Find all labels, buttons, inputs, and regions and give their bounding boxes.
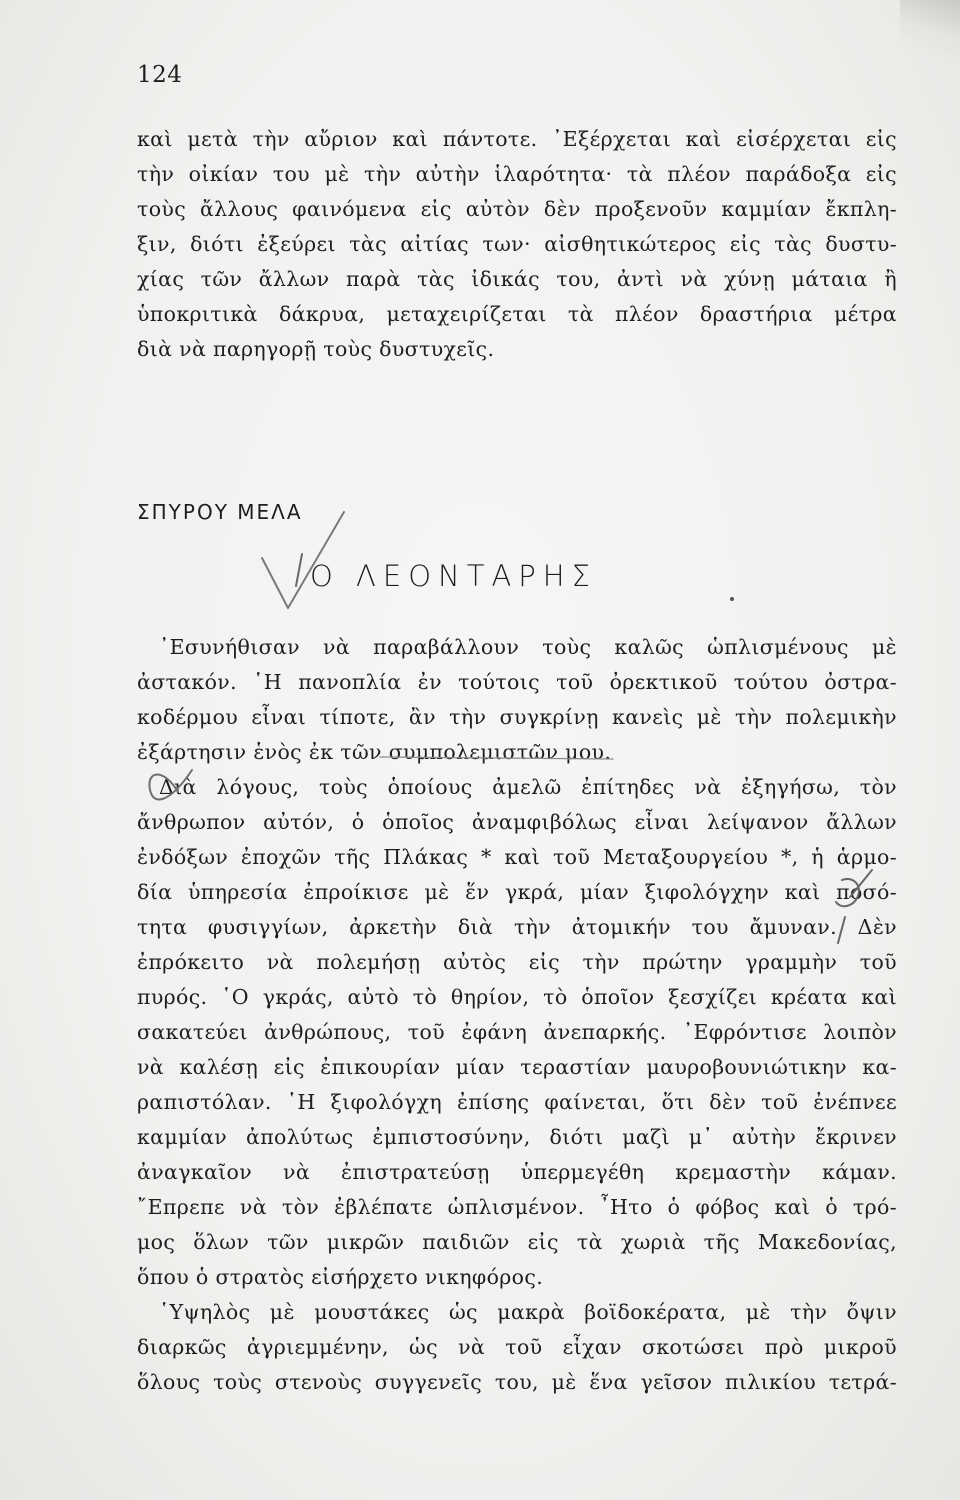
- text-line: ἐνδόξων ἐποχῶν τῆς Πλάκας * καὶ τοῦ Μεταξουργείου *, ἡ ἁρμο-: [137, 845, 897, 869]
- text-line: ᾿Εσυνήθισαν νὰ παραβάλλουν τοὺς καλῶς ὡπλισμένους μὲ: [159, 635, 897, 659]
- text-line: νὰ καλέσῃ εἰς ἐπικουρίαν μίαν τεραστίαν μαυροβουνιώτικην κα-: [137, 1055, 897, 1079]
- text-line: ξιν, διότι ἐξεύρει τὰς αἰτίας των· αἰσθητικώτερος εἰς τὰς δυστυ-: [137, 232, 897, 256]
- text-line: ἄνθρωπον αὐτόν, ὁ ὁποῖος ἀναμφιβόλως εἶναι λείψανον ἄλλων: [137, 810, 897, 834]
- story-title: Ο ΛΕΟΝΤΑΡΗΣ: [310, 559, 597, 593]
- text-line: τοὺς ἄλλους φαινόμενα εἰς αὐτὸν δὲν προξενοῦν καμμίαν ἔκπλη-: [137, 197, 897, 221]
- text-line: ραπιστόλαν. ῾Η ξιφολόγχη ἐπίσης φαίνεται, ὅτι δὲν τοῦ ἐνέπνεε: [137, 1090, 897, 1114]
- text-line: δία ὑπηρεσία ἐπροίκισε μὲ ἕν γκρά, μίαν ξιφολόγχην καὶ ποσό-: [137, 880, 897, 904]
- text-line: κοδέρμου εἶναι τίποτε, ἂν τὴν συγκρίνῃ κανεὶς μὲ τὴν πολεμικὴν: [137, 705, 897, 729]
- text-line: διὰ νὰ παρηγορῇ τοὺς δυστυχεῖς.: [137, 337, 495, 361]
- text-line: ῎Επρεπε νὰ τὸν ἐβλέπατε ὡπλισμένον. ῏Ητο ὁ φόβος καὶ ὁ τρό-: [137, 1195, 897, 1219]
- text-line: καὶ μετὰ τὴν αὔριον καὶ πάντοτε. ᾿Εξέρχεται καὶ εἰσέρχεται εἰς: [137, 127, 897, 151]
- text-line: ἐξάρτησιν ἑνὸς ἐκ τῶν συμπολεμιστῶν μου.: [137, 740, 612, 764]
- title-slash-pencil-mark: [296, 554, 302, 586]
- author-name: ΣΠΥΡΟΥ ΜΕΛΑ: [137, 500, 303, 524]
- text-line: ὅπου ὁ στρατὸς εἰσήρχετο νικηφόρος.: [137, 1265, 544, 1289]
- text-line: ἀναγκαῖον νὰ ἐπιστρατεύσῃ ὑπερμεγέθη κρεμαστὴν κάμαν.: [137, 1160, 897, 1184]
- text-line: ἀστακόν. ῾Η πανοπλία ἐν τούτοις τοῦ ὀρεκτικοῦ τούτου ὀστρα-: [137, 670, 897, 694]
- page-corner-shadow: [900, 0, 960, 70]
- text-line: τητα φυσιγγίων, ἀρκετὴν διὰ τὴν ἀτομικήν του ἄμυναν. Δὲν: [137, 915, 897, 939]
- text-line: διαρκῶς ἀγριεμμένην, ὡς νὰ τοῦ εἶχαν σκοτώσει πρὸ μικροῦ: [137, 1335, 897, 1359]
- text-line: μος ὅλων τῶν μικρῶν παιδιῶν εἰς τὰ χωριὰ τῆς Μακεδονίας,: [137, 1230, 897, 1254]
- text-line: χίας τῶν ἄλλων παρὰ τὰς ἰδικάς του, ἀντὶ νὰ χύνῃ μάταια ἢ: [137, 267, 897, 291]
- text-line: πυρός. ῾Ο γκράς, αὐτὸ τὸ θηρίον, τὸ ὁποῖον ξεσχίζει κρέατα καὶ: [137, 985, 897, 1009]
- text-line: ὑποκριτικὰ δάκρυα, μεταχειρίζεται τὰ πλέον δραστήρια μέτρα: [137, 302, 897, 326]
- text-line: τὴν οἰκίαν του μὲ τὴν αὐτὴν ἱλαρότητα· τὰ πλέον παράδοξα εἰς: [137, 162, 897, 186]
- text-line: ῾Υψηλὸς μὲ μουστάκες ὡς μακρὰ βοϊδοκέρατα, μὲ τὴν ὄψιν: [159, 1300, 897, 1324]
- story-body: [137, 630, 897, 1400]
- paragraph-1: [137, 122, 897, 367]
- page-number: 124: [137, 62, 183, 88]
- title-dot-mark: [730, 597, 734, 601]
- text-line: Διὰ λόγους, τοὺς ὁποίους ἀμελῶ ἐπίτηδες νὰ ἐξηγήσω, τὸν: [159, 775, 897, 799]
- text-line: ὅλους τοὺς στενοὺς συγγενεῖς του, μὲ ἕνα γεῖσον πιλικίου τετρά-: [137, 1370, 897, 1394]
- text-line: καμμίαν ἀπολύτως ἐμπιστοσύνην, διότι μαζὶ μ᾿ αὐτὴν ἔκρινεν: [137, 1125, 897, 1149]
- text-line: σακατεύει ἀνθρώπους, τοῦ ἐφάνη ἀνεπαρκής. ᾿Εφρόντισε λοιπὸν: [137, 1020, 897, 1044]
- text-line: ἐπρόκειτο νὰ πολεμήσῃ αὐτὸς εἰς τὴν πρώτην γραμμὴν τοῦ: [137, 950, 897, 974]
